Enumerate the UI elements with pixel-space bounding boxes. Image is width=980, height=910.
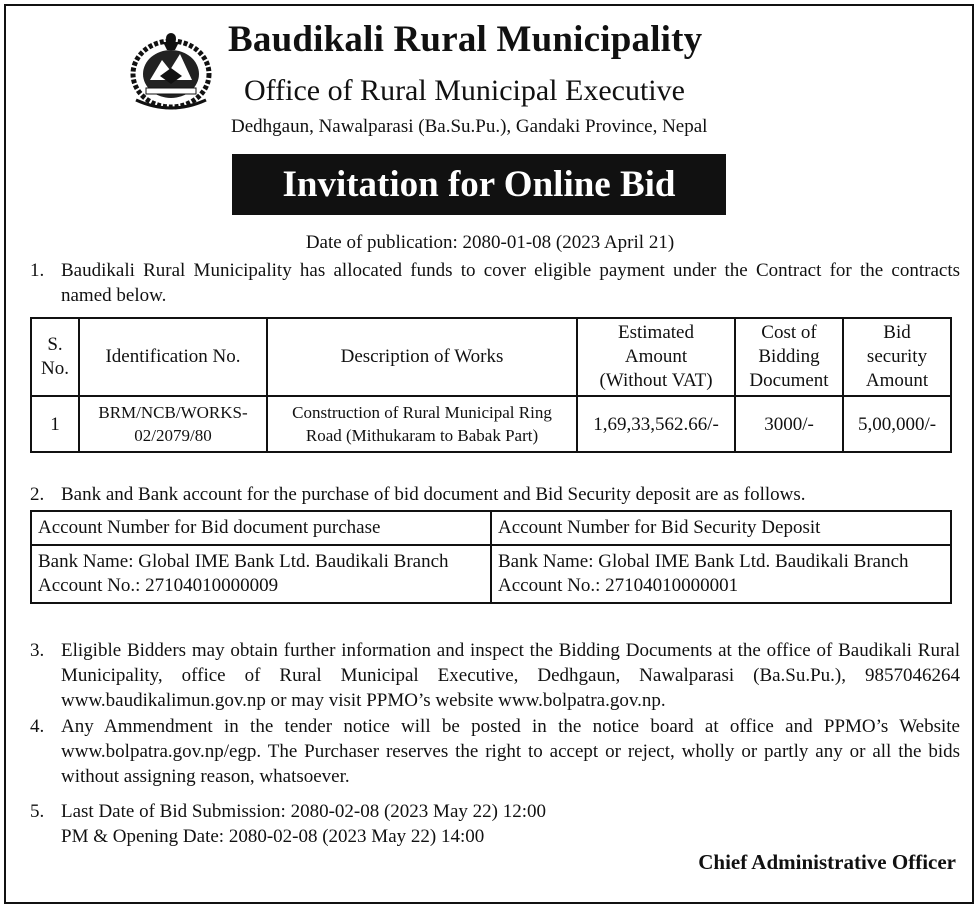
desc-header: Description of Works [267,318,577,396]
works-table [30,317,952,453]
table-header-row [31,511,951,545]
estimate-header: Estimated Amount (Without VAT) [577,318,735,396]
paragraph-number: 1. [30,260,45,281]
paragraph-text: Eligible Bidders may obtain further information and inspect the Bidding Documents at the office of Baudikali Rural Municipality, office of Rural Municipal Executive, Dedhgaun, Nawalparasi (Ba.Su.Pu.), 9857046264 www.baudikalimun.gov.np or may visit PPMO’s website www.bolpatra.gov.np. [61,640,960,711]
office-address: Dedhgaun, Nawalparasi (Ba.Su.Pu.), Gandaki Province, Nepal [231,116,708,137]
bid-document-account-cell: Bank Name: Global IME Bank Ltd. Baudikali Branch Account No.: 27104010000009 [31,545,491,603]
cost-cell: 3000/- [735,396,843,452]
paragraph-number: 2. [30,484,45,505]
sno-cell: 1 [31,396,79,452]
paragraph-2 [30,482,960,507]
paragraph-1 [30,258,960,308]
sno-header: S. No. [31,318,79,396]
submission-date-line: Last Date of Bid Submission: 2080-02-08 (2023 May 22) 12:00 [61,801,546,822]
paragraph-4 [30,714,960,789]
paragraph-5 [30,799,960,849]
table-row [31,396,951,452]
security-header: Bid security Amount [843,318,951,396]
estimate-cell: 1,69,33,562.66/- [577,396,735,452]
bid-document-header: Account Number for Bid document purchase [31,511,491,545]
paragraph-text: Baudikali Rural Municipality has allocated funds to cover eligible payment under the Contract for the contracts named below. [61,260,960,306]
notice-banner: Invitation for Online Bid [232,154,726,215]
paragraph-number: 4. [30,716,45,737]
bank-table [30,510,952,604]
id-cell: BRM/NCB/WORKS- 02/2079/80 [79,396,267,452]
bid-security-account-cell: Bank Name: Global IME Bank Ltd. Baudikali Branch Account No.: 27104010000001 [491,545,951,603]
paragraph-number: 5. [30,801,45,822]
paragraph-3 [30,638,960,713]
paragraph-number: 3. [30,640,45,661]
office-subtitle: Office of Rural Municipal Executive [244,74,685,107]
municipality-title: Baudikali Rural Municipality [228,19,703,60]
paragraph-text: Any Ammendment in the tender notice will be posted in the notice board at office and PPMO’s Website www.bolpatra.gov.np/egp. The Purchaser reserves the right to accept or reject, wholly or partly any or all the bids without assigning reason, whatsoever. [61,716,960,787]
publication-date: Date of publication: 2080-01-08 (2023 April 21) [305,232,675,253]
cost-header: Cost of Bidding Document [735,318,843,396]
signatory-title: Chief Administrative Officer [698,850,956,874]
paragraph-text: Bank and Bank account for the purchase of bid document and Bid Security deposit are as follows. [61,484,806,505]
security-cell: 5,00,000/- [843,396,951,452]
desc-cell: Construction of Rural Municipal Ring Road (Mithukaram to Babak Part) [267,396,577,452]
table-header-row [31,318,951,396]
bid-security-header: Account Number for Bid Security Deposit [491,511,951,545]
id-header: Identification No. [79,318,267,396]
opening-date-line: PM & Opening Date: 2080-02-08 (2023 May 22) 14:00 [61,826,485,847]
table-row [31,545,951,603]
nepal-government-emblem-icon [126,30,216,112]
